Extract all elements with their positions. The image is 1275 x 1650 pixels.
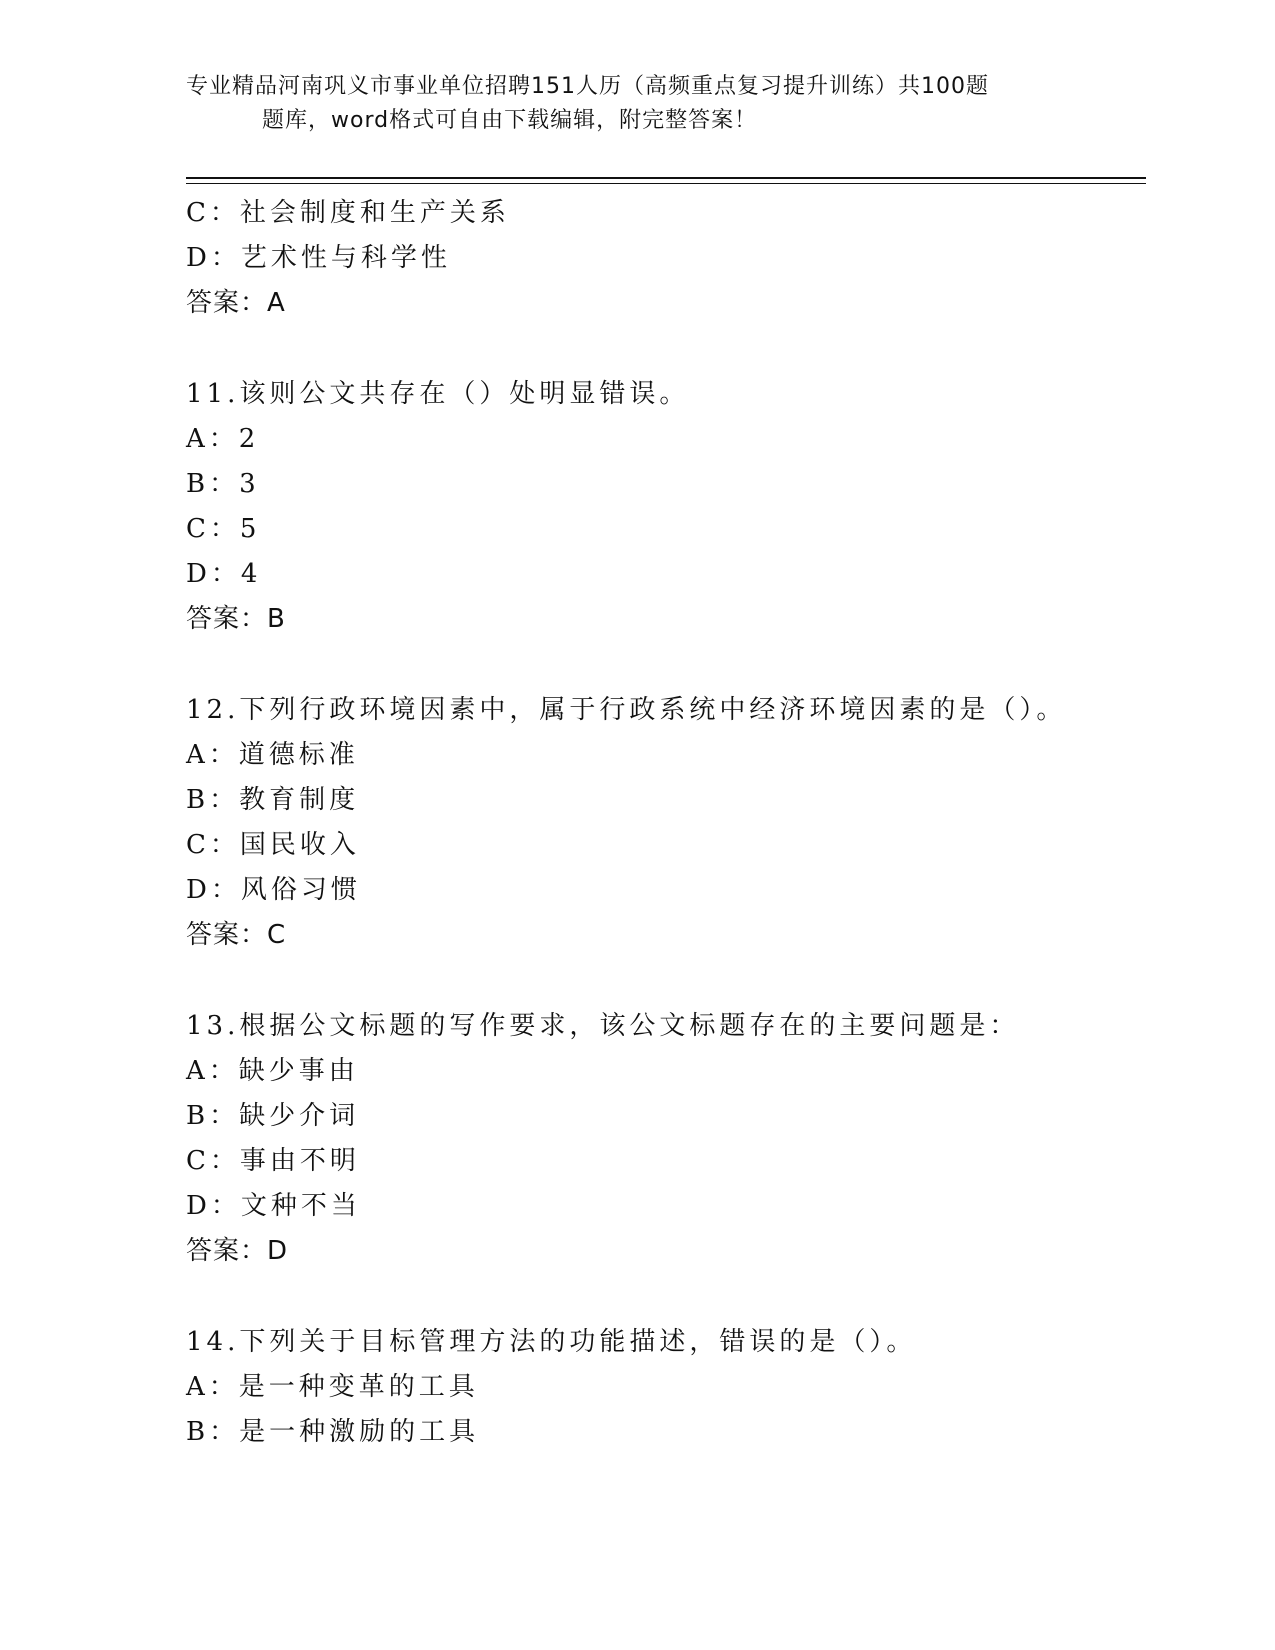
answer-line: 答案：D (186, 1236, 289, 1266)
answer-line: 答案：C (186, 920, 287, 950)
document-header (186, 70, 1066, 138)
question-stem: 11.该则公文共存在（）处明显错误。 (186, 379, 690, 409)
spacer (186, 642, 1146, 688)
header-divider-thin (186, 183, 1146, 184)
option-d: D：风俗习惯 (186, 875, 361, 905)
option-c: C：社会制度和生产关系 (186, 198, 510, 228)
option-b: B：是一种激励的工具 (186, 1417, 480, 1447)
header-title-line-2: 题库，word格式可自由下载编辑，附完整答案！ (262, 108, 758, 133)
question-12 (186, 688, 1146, 958)
answer-line: 答案：B (186, 604, 286, 634)
option-b: B：教育制度 (186, 785, 360, 815)
option-a: A：道德标准 (186, 740, 359, 770)
option-d: D：4 (186, 559, 262, 589)
option-c: C：5 (186, 514, 261, 544)
option-a: A：是一种变革的工具 (186, 1372, 479, 1402)
option-a: A：2 (186, 424, 260, 454)
question-stem: 12.下列行政环境因素中，属于行政系统中经济环境因素的是（）。 (186, 695, 1067, 725)
question-list (186, 191, 1146, 1455)
question-10-continued (186, 191, 1146, 326)
question-stem: 14.下列关于目标管理方法的功能描述，错误的是（）。 (186, 1327, 917, 1357)
option-d: D：艺术性与科学性 (186, 243, 451, 273)
question-14 (186, 1320, 1146, 1455)
option-d: D：文种不当 (186, 1191, 361, 1221)
answer-line: 答案：A (186, 288, 286, 318)
header-title-line-1: 专业精品河南巩义市事业单位招聘151人历（高频重点复习提升训练）共100题 (186, 74, 989, 99)
spacer (186, 1274, 1146, 1320)
option-c: C：国民收入 (186, 830, 360, 860)
question-stem: 13.根据公文标题的写作要求，该公文标题存在的主要问题是： (186, 1011, 1020, 1041)
spacer (186, 958, 1146, 1004)
option-b: B：3 (186, 469, 260, 499)
spacer (186, 326, 1146, 372)
header-divider-thick (186, 177, 1146, 179)
question-13 (186, 1004, 1146, 1274)
question-11 (186, 372, 1146, 642)
option-b: B：缺少介词 (186, 1101, 360, 1131)
option-c: C：事由不明 (186, 1146, 360, 1176)
option-a: A：缺少事由 (186, 1056, 359, 1086)
